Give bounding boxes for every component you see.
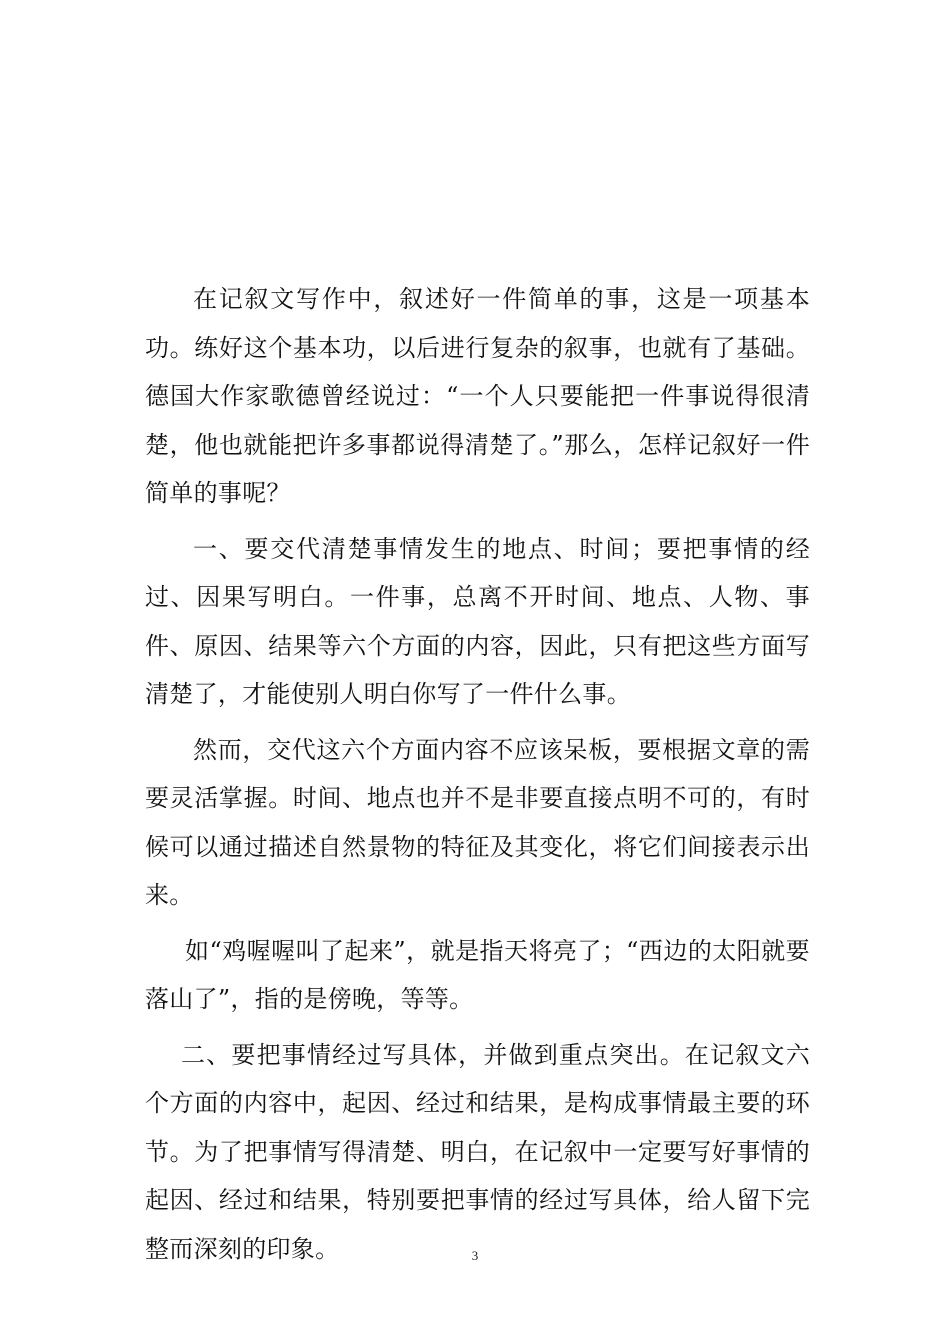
document-body [145, 275, 810, 1273]
page-number: 3 [471, 1248, 479, 1263]
paragraph-gap [145, 1024, 810, 1031]
paragraph-however: 然而，交代这六个方面内容不应该呆板，要根据文章的需要灵活掌握。时间、地点也并不是非要直接点明不可的，有时候可以通过描述自然景物的特征及其变化，将它们间接表示出来。 [145, 735, 810, 909]
paragraph-intro: 在记叙文写作中，叙述好一件简单的事，这是一项基本功。练好这个基本功，以后进行复杂的叙事，也就有了基础。德国大作家歌德曾经说过：“一个人只要能把一件事说得很清楚，他也就能把许多事都说得清楚了。”那么，怎样记叙好一件简单的事呢？ [145, 285, 810, 507]
paragraph-gap [145, 920, 810, 927]
paragraph-point-one: 一、要交代清楚事情发生的地点、时间；要把事情的经过、因果写明白。一件事，总离不开时间、地点、人物、事件、原因、结果等六个方面的内容，因此，只有把这些方面写清楚了，才能使别人明白你写了一件什么事。 [145, 534, 810, 708]
paragraph-point-two: 二、要把事情经过写具体，并做到重点突出。在记叙文六个方面的内容中，起因、经过和结果，是构成事情最主要的环节。为了把事情写得清楚、明白，在记叙中一定要写好事情的起因、经过和结果，特别要把事情的经过写具体，给人留下完整而深刻的印象。 [145, 1040, 810, 1263]
paragraph-gap [145, 719, 810, 726]
paragraph-gap [145, 518, 810, 525]
paragraph-example: 如“鸡喔喔叫了起来”，就是指天将亮了；“西边的太阳就要落山了”，指的是傍晚，等等。 [145, 936, 810, 1013]
